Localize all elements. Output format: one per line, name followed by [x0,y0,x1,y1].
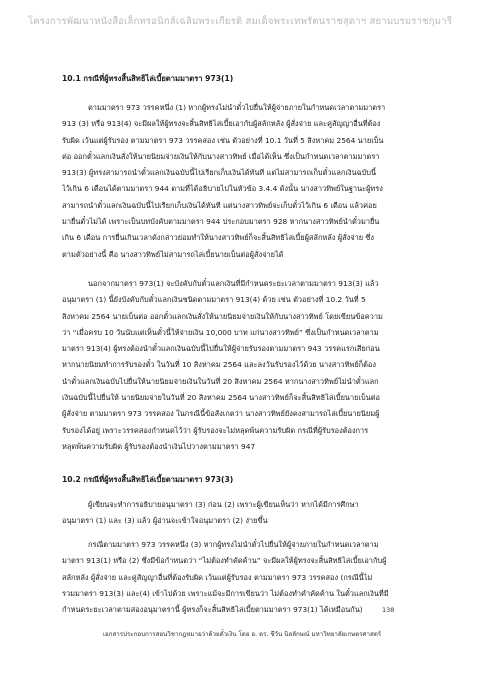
text-line: เกิน 6 เดือน การยื่นเกินเวลาดังกล่าวย่อมทำให้นางสาวทิพย์ก็จะสิ้นสิทธิไล่เบี้ยผู้สลักหลัง ผู้สั่งจ่าย ซึ่ง [62,233,375,243]
text-line: 913(3) ผู้ทรงสามารถนำตั๋วแลกเงินฉบับนี้ไปเรียกเก็บเงินได้ทันที แต่ไม่สามารถเก็บตั๋วแลกเงินฉบับนี้ [62,168,377,178]
page-footer: เอกสารประกอบการสอนวิชากฎหมายว่าด้วยตั๋วเงิน โดย อ. ดร. ชีวัน นิลลักษณ์ มหาวิทยาลัยเกษตรศาสตร์ [102,631,382,638]
text-line: กำหนดระยะเวลาตามสองอนุมาตรานี้ ผู้ทรงก็จะสิ้นสิทธิไล่เบี้ยตามมาตรา 973(1) ได้เหมือนกัน) [62,605,363,615]
text-line: มายื่นตั๋วไม่ได้ เพราะเป็นบทบังคับตามมาตรา 944 ประกอบมาตรา 928 หากนางสาวทิพย์นำตั๋วมายื่น [62,217,380,227]
text-line: รับผิด เว้นแต่ผู้รับรอง ตามมาตรา 973 วรรคสอง เช่น ตัวอย่างที่ 10.1 วันที่ 5 สิงหาคม 2564 นายเบ็น [62,135,384,145]
text-line: สามารถนำตั๋วแลกเงินฉบับนี้ไปเรียกเก็บเงินได้ทันที แต่นางสาวทิพย์จะเก็บตั๋วไว้เกิน 6 เดือน แล้วค่อย [62,200,377,210]
page-header: โครงการพัฒนาหนังสือเล็กทรอนิกส์เฉลิมพระเกียรติ สมเด็จพระเทพรัตนราชสุดาฯ สยามบรมราชกุมารี [27,16,453,27]
text-line: ตามมาตรา 973 วรรคหนึ่ง (1) หากผู้ทรงไม่นำตั๋วไปยื่นให้ผู้จ่ายภายในกำหนดเวลาตามมาตรา [88,103,386,112]
text-line: อนุมาตรา (1) นี้ยังบังคับกับตั๋วแลกเงินชนิดตามมาตรา 913(4) ด้วย เช่น ตัวอย่างที่ 10.2 วันที่ 5 [62,295,366,305]
text-line: อนุมาตรา (1) และ (3) แล้ว ผู้อ่านจะเข้าใจอนุมาตรา (2) ง่ายขึ้น [62,516,268,526]
text-line: สิงหาคม 2564 นายเบ็นต่อ ออกตั๋วแลกเงินสั่งให้นายนิยมจ่ายเงินให้กับนางสาวทิพย์ โดยเขียนข้อความ [62,311,383,321]
text-line: มาตรา 913(4) ผู้ทรงต้องนำตั๋วแลกเงินฉบับนี้ไปยื่นให้ผู้จ่ายรับรองตามมาตรา 943 วรรคแรกเสียก่อน [62,344,380,354]
paragraph-10-2-a [62,497,422,530]
section-heading-10-2: 10.2 กรณีที่ผู้ทรงสิ้นสิทธิไล่เบี้ยตามมาตรา 973(3) [62,475,234,484]
text-line: ว่า “เมื่อครบ 10 วันนับแต่เห็นตั๋วนี้ให้จ่ายเงิน 10,000 บาท แก่นางสาวทิพย์” ซึ่งเป็นกำหนดเวลาตาม [62,327,379,337]
text-line: นอกจากมาตรา 973(1) จะบังคับกับตั๋วแลกเงินที่มีกำหนดระยะเวลาตามมาตรา 913(3) แล้ว [88,279,379,288]
text-line: หลุดพ้นความรับผิด ผู้รับรองต้องนำเงินไปวางตามมาตรา 947 [62,441,256,451]
paragraph-10-2-b [62,537,422,618]
text-line: กรณีตามมาตรา 973 วรรคหนึ่ง (3) หากผู้ทรงไม่นำตั๋วไปยื่นให้ผู้จ่ายภายในกำหนดเวลาตาม [88,540,379,549]
text-line: ไว้เกิน 6 เดือนได้ตามมาตรา 944 ตามที่ได้อธิบายไปในหัวข้อ 3.4.4 ดังนั้น นางสาวทิพย์ในฐานะผู้ทรง [62,184,383,194]
text-line: ตามตัวอย่างนี้ คือ นางสาวทิพย์ไม่สามารถไล่เบี้ยนายเบ็นต่อผู้สั่งจ่ายได้ [62,249,284,259]
text-line: ต่อ ออกตั๋วแลกเงินสั่งให้นายนิยมจ่ายเงินให้กับนางสาวทิพย์ เมื่อได้เห็น ซึ่งเป็นกำหนดเวลาตามมาตรา [62,151,380,161]
text-line: รับรองได้อยู่ เพราะวรรคสองกำหนดไว้ว่า ผู้รับรองจะไม่หลุดพ้นความรับผิด กรณีที่ผู้รับรองต้องการ [62,425,369,435]
text-line: รวมมาตรา 913(3) และ(4) เข้าไปด้วย เพราะแม้จะมีการเขียนว่า ไม่ต้องทำคำคัดค้าน ในตั๋วแลกเงินที่มี [62,588,389,598]
page-number: 138 [382,606,395,614]
paragraph-10-1-a [62,100,422,263]
text-line: ผู้สั่งจ่าย ตามมาตรา 973 วรรคสอง ในกรณีนี้ข้อสังเกตว่า นางสาวทิพย์ยังคงสามารถไล่เบี้ยนายนิยมผู้ [62,409,380,419]
text-line: สลักหลัง ผู้สั่งจ่าย และคู่สัญญาอื่นที่ต้องรับผิด เว้นแต่ผู้รับรอง ตามมาตรา 973 วรรคสอง (กรณีนี้ไม่ [62,572,373,582]
text-line: หากนายนิยมทำการรับรองตั๋ว ในวันที่ 10 สิงหาคม 2564 และลงวันรับรองไว้ด้วย นางสาวทิพย์ก็ต้อง [62,360,376,370]
text-line: เงินฉบับนี้ไปยื่นให้ นายนิยมจ่ายในวันที่ 20 สิงหาคม 2564 นางสาวทิพย์ก็จะสิ้นสิทธิไล่เบี้ยนายเบ็นต่อ [62,393,380,403]
text-line: ผู้เขียนจะทำการอธิบายอนุมาตรา (3) ก่อน (2) เพราะผู้เขียนเห็นว่า หากได้มีการศึกษา [88,500,359,509]
text-line: นำตั๋วแลกเงินฉบับไปยื่นให้นายนิยมจ่ายเงินในวันที่ 20 สิงหาคม 2564 หากนางสาวทิพย์ไม่นำตั๋วแลก [62,376,379,386]
section-heading-10-1: 10.1 กรณีที่ผู้ทรงสิ้นสิทธิไล่เบี้ยตามมาตรา 973(1) [62,74,234,83]
text-line: 913 (3) หรือ 913(4) จะมีผลให้ผู้ทรงจะสิ้นสิทธิไล่เบี้ยเอากับผู้สลักหลัง ผู้สั่งจ่าย และคู่สัญญาอื่นที่ต้อง [62,119,381,129]
text-line: มาตรา 913(1) หรือ (2) ซึ่งมีข้อกำหนดว่า “ไม่ต้องทำคัดค้าน” จะมีผลให้ผู้ทรงจะสิ้นสิทธิไล่เบี้ยเอากับผู้ [62,556,387,566]
paragraph-10-1-b [62,276,422,455]
